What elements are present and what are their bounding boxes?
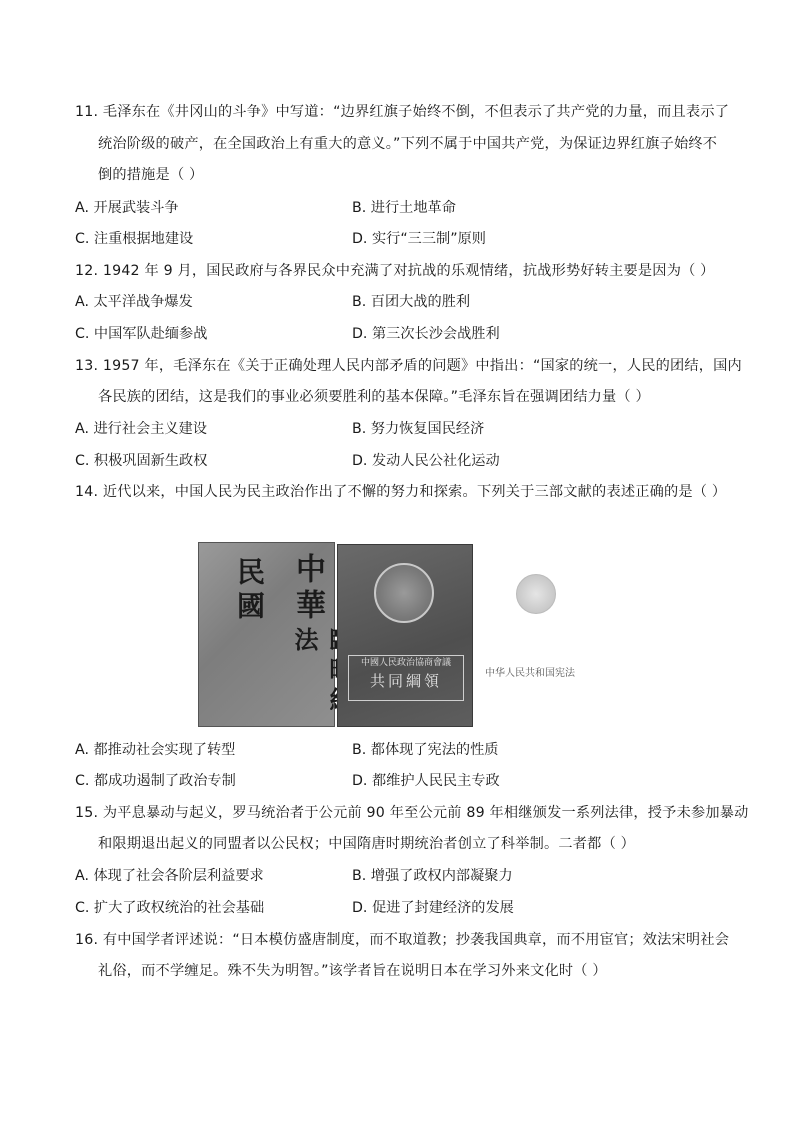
q12-option-d[interactable]: D. 第三次长沙会战胜利 [352,326,500,342]
q15-stem-line2: 和限期退出起义的同盟者以公民权；中国隋唐时期统治者创立了科举制。二者都（ ） [98,836,636,852]
q11-option-c[interactable]: C. 注重根据地建设 [75,231,194,247]
q12-option-a[interactable]: A. 太平洋战争爆发 [75,294,193,310]
book2-title: 共同綱領 [369,672,442,690]
provisional-constitution-book [198,542,335,727]
q15-stem-line1: 15. 为平息暴动与起义，罗马统治者于公元前 90 年至公元前 89 年相继颁发一系列法律，授予未参加暴动 [75,805,749,821]
q16-stem-line2: 礼俗，而不学缠足。殊不失为明智。”该学者旨在说明日本在学习外来文化时（ ） [98,963,607,979]
book2-subtitle: 中國人民政治協商會議 [360,658,451,668]
q16-stem-line1: 16. 有中国学者评述说：“日本模仿盛唐制度，而不取道教；抄袭我国典章，而不用宦官；效法宋明社会 [75,932,730,948]
common-program-book [337,544,473,727]
q14-option-d[interactable]: D. 都维护人民民主专政 [352,773,500,789]
q11-option-a[interactable]: A. 开展武装斗争 [75,200,179,216]
q13-stem-line2: 各民族的团结，这是我们的事业必须要胜利的基本保障。”毛泽东旨在强调团结力量（ ） [98,389,650,405]
q13-option-b[interactable]: B. 努力恢复国民经济 [352,421,485,437]
national-emblem-icon [516,574,556,614]
q11-option-d[interactable]: D. 实行“三三制”原则 [352,231,486,247]
q13-option-c[interactable]: C. 积极巩固新生政权 [75,453,208,469]
q14-option-b[interactable]: B. 都体现了宪法的性质 [352,742,499,758]
q13-option-d[interactable]: D. 发动人民公社化运动 [352,453,500,469]
book3-caption: 中华人民共和国宪法 [485,668,575,679]
q12-stem-line1: 12. 1942 年 9 月，国民政府与各界民众中充满了对抗战的乐观情绪，抗战形势好转主要是因为（ ） [75,263,715,279]
book1-title-linshiyuefa: 法 [290,627,319,657]
q14-documents-figure [198,542,608,727]
q12-option-b[interactable]: B. 百团大战的胜利 [352,294,471,310]
q11-option-b[interactable]: B. 进行土地革命 [352,200,456,216]
q15-option-a[interactable]: A. 体现了社会各阶层利益要求 [75,868,264,884]
q14-option-c[interactable]: C. 都成功遏制了政治专制 [75,773,236,789]
q14-option-a[interactable]: A. 都推动社会实现了转型 [75,742,236,758]
q11-stem-line2: 统治阶级的破产，在全国政治上有重大的意义。”下列不属于中国共产党，为保证边界红旗子始终不 [98,136,718,152]
q11-stem-line1: 11. 毛泽东在《井冈山的斗争》中写道：“边界红旗子始终不倒，不但表示了共产党的力量，而且表示了 [75,104,730,120]
q13-stem-line1: 13. 1957 年，毛泽东在《关于正确处理人民内部矛盾的问题》中指出：“国家的统一，人民的团结，国内 [75,358,742,374]
q13-option-a[interactable]: A. 进行社会主义建设 [75,421,207,437]
q14-stem-line1: 14. 近代以来，中国人民为民主政治作出了不懈的努力和探索。下列关于三部文献的表述正确的是（ ） [75,484,727,500]
prc-constitution-book [480,562,600,692]
q15-option-b[interactable]: B. 增强了政权内部凝聚力 [352,868,513,884]
book1-title-minguo: 民國 [233,557,266,625]
q11-stem-line3: 倒的措施是（ ） [98,167,204,183]
q15-option-d[interactable]: D. 促进了封建经济的发展 [352,900,514,916]
national-emblem-icon [374,563,434,623]
book2-label [348,655,464,701]
q15-option-c[interactable]: C. 扩大了政权统治的社会基础 [75,900,265,916]
q12-option-c[interactable]: C. 中国军队赴缅参战 [75,326,208,342]
book1-title-zhonghua: 中華 [290,553,325,625]
